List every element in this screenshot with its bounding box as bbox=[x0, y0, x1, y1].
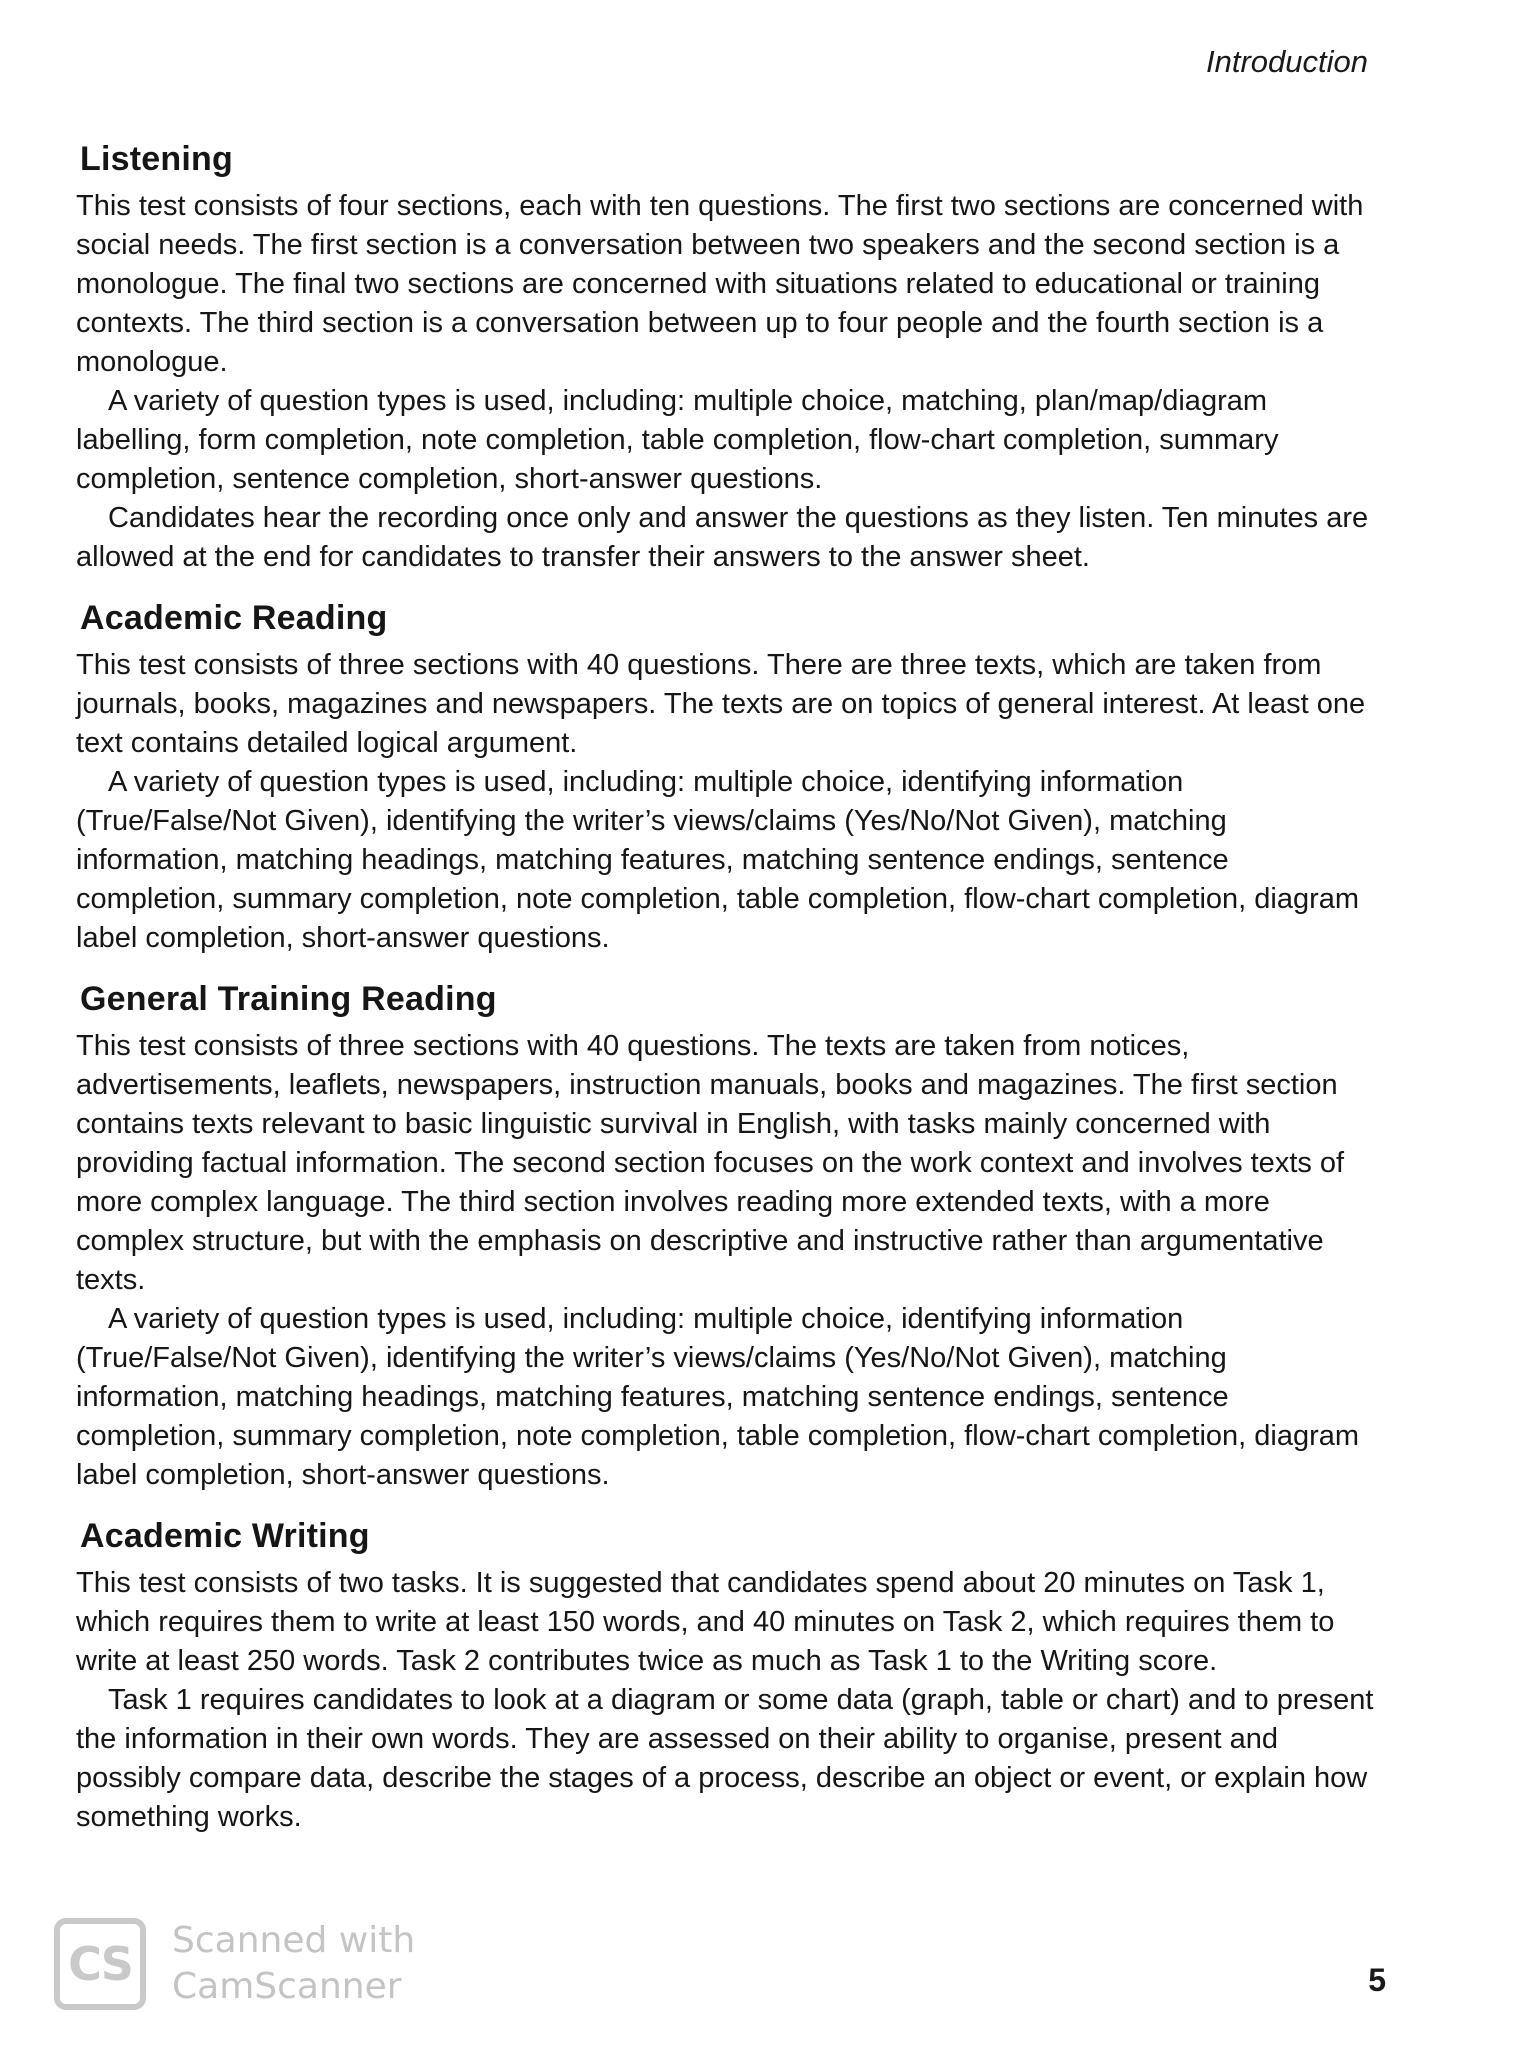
section-academic-reading bbox=[76, 599, 1376, 958]
watermark-text bbox=[172, 1918, 415, 2010]
page-number: 5 bbox=[1368, 1962, 1386, 1998]
section-academic-writing bbox=[76, 1517, 1376, 1837]
paragraph: Task 1 requires candidates to look at a diagram or some data (graph, table or chart) and to present the information in their own words. They are assessed on their ability to organise, present and possibly compare data, describe the stages of a process, describe an object or event, or explain how something works. bbox=[76, 1684, 1374, 1833]
paragraph: This test consists of two tasks. It is suggested that candidates spend about 20 minutes on Task 1, which requires them to write at least 150 words, and 40 minutes on Task 2, which requires them to write at least 250 words. Task 2 contributes twice as much as Task 1 to the Writing score. bbox=[76, 1567, 1335, 1677]
watermark-line-2: CamScanner bbox=[172, 1966, 402, 2007]
watermark-line-1: Scanned with bbox=[172, 1920, 416, 1961]
section-heading: Academic Reading bbox=[80, 599, 388, 637]
section-listening bbox=[76, 140, 1376, 577]
paragraph: This test consists of four sections, each with ten questions. The first two sections are concerned with social needs. The first section is a conversation between two speakers and the second section is a monologue. The final two sections are concerned with situations related to educational or training contexts. The third section is a conversation between up to four people and the fourth section is a monologue. bbox=[76, 190, 1364, 378]
paragraph: Candidates hear the recording once only and answer the questions as they listen. Ten minutes are allowed at the end for candidates to transfer their answers to the answer sheet. bbox=[76, 502, 1369, 573]
section-heading: General Training Reading bbox=[80, 980, 497, 1018]
running-head: Introduction bbox=[1206, 44, 1368, 79]
section-general-training-reading bbox=[76, 980, 1376, 1495]
section-heading: Listening bbox=[80, 140, 233, 178]
camscanner-logo-icon: CS bbox=[54, 1918, 146, 2010]
paragraph: A variety of question types is used, including: multiple choice, identifying information (True/False/Not Given), identifying the writer’s views/claims (Yes/No/Not Given), matching information, matching headings, matching features, matching sentence endings, sentence completion, summary completion, note completion, table completion, flow-chart completion, diagram label completion, short-answer questions. bbox=[76, 1303, 1360, 1491]
paragraph: This test consists of three sections with 40 questions. The texts are taken from notices, advertisements, leaflets, newspapers, instruction manuals, books and magazines. The first section contains texts relevant to basic linguistic survival in English, with tasks mainly concerned with providing factual information. The second section focuses on the work context and involves texts of more complex language. The third section involves reading more extended texts, with a more complex structure, but with the emphasis on descriptive and instructive rather than argumentative texts. bbox=[76, 1030, 1345, 1296]
camscanner-watermark bbox=[54, 1918, 474, 2010]
paragraph: A variety of question types is used, including: multiple choice, matching, plan/map/diagram labelling, form completion, note completion, table completion, flow-chart completion, summary completion, sentence completion, short-answer questions. bbox=[76, 385, 1279, 495]
paragraph: A variety of question types is used, including: multiple choice, identifying information (True/False/Not Given), identifying the writer’s views/claims (Yes/No/Not Given), matching information, matching headings, matching features, matching sentence endings, sentence completion, summary completion, note completion, table completion, flow-chart completion, diagram label completion, short-answer questions. bbox=[76, 766, 1360, 954]
page-content bbox=[76, 140, 1376, 1859]
paragraph: This test consists of three sections with 40 questions. There are three texts, which are taken from journals, books, magazines and newspapers. The texts are on topics of general interest. At least one text contains detailed logical argument. bbox=[76, 649, 1366, 759]
section-heading: Academic Writing bbox=[80, 1517, 370, 1555]
